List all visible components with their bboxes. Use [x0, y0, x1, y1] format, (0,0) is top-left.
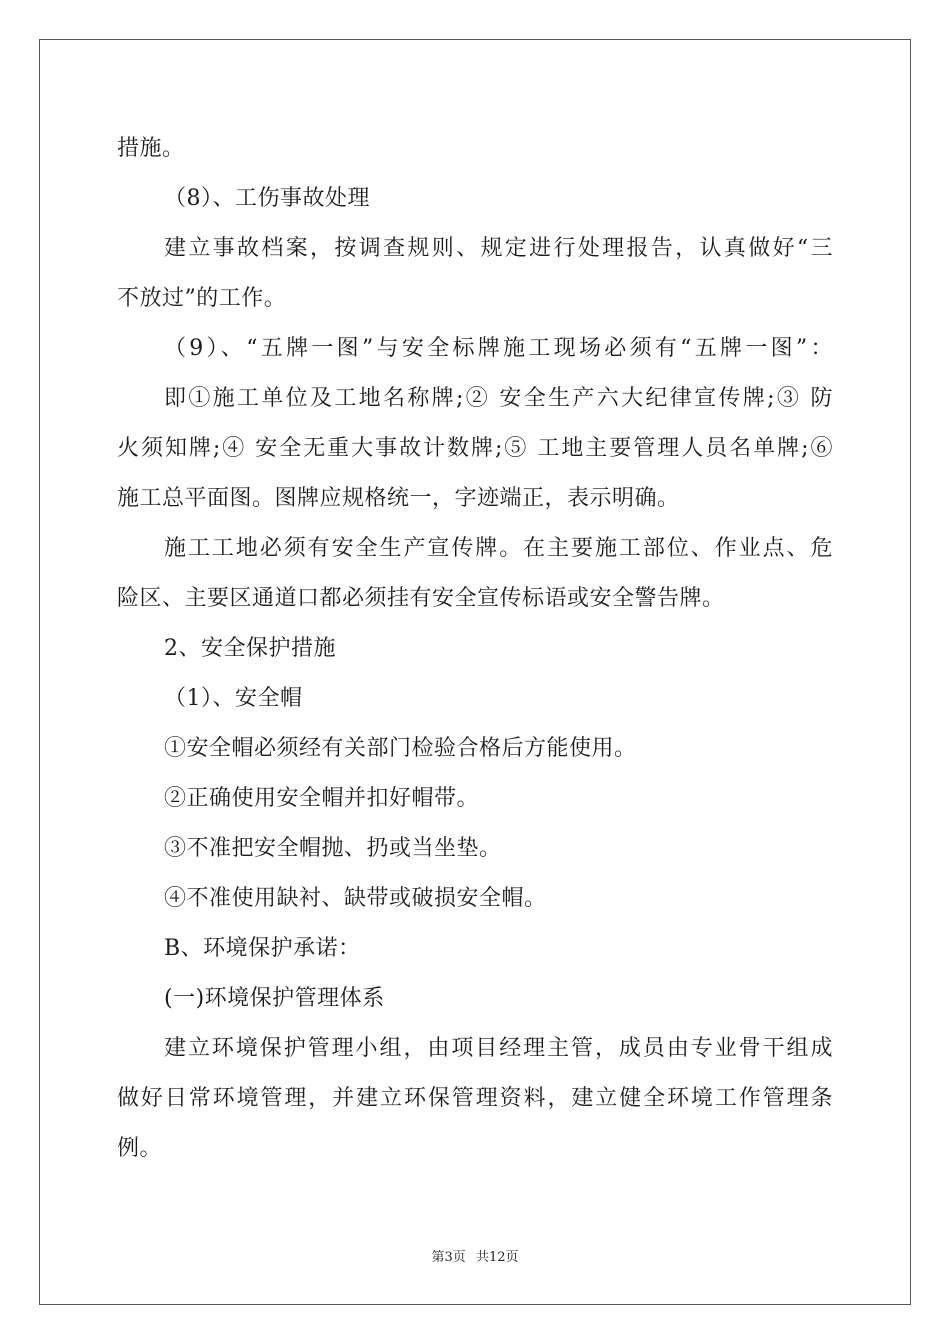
page-total: 共12页	[475, 1250, 519, 1265]
list-item: ①安全帽必须经有关部门检验合格后方能使用。	[164, 736, 637, 761]
list-item: ②正确使用安全帽并扣好帽带。	[164, 786, 480, 811]
document-body	[117, 124, 833, 1174]
text-line: 施工工地必须有安全生产宣传牌。在主要施工部位、作业点、危	[164, 536, 833, 561]
text-line: 建立环境保护管理小组，由项目经理主管，成员由专业骨干组成	[164, 1036, 833, 1061]
list-item: ③不准把安全帽抛、扔或当坐垫。	[164, 836, 502, 861]
text-line: 即①施工单位及工地名称牌;② 安全生产六大纪律宣传牌;③ 防	[164, 386, 833, 411]
section-heading: 2、安全保护措施	[164, 636, 336, 661]
page-number: 第3页	[431, 1250, 466, 1265]
text-line: 做好日常环境管理，并建立环保管理资料，建立健全环境工作管理条	[117, 1086, 833, 1111]
text-line: 施工总平面图。图牌应规格统一，字迹端正，表示明确。	[117, 486, 680, 511]
subsection-heading: (一)环境保护管理体系	[164, 986, 385, 1011]
section-heading: （8）、工伤事故处理	[164, 186, 370, 211]
text-line: 火须知牌;④ 安全无重大事故计数牌;⑤ 工地主要管理人员名单牌;⑥	[117, 436, 833, 461]
subsection-heading: （1）、安全帽	[164, 686, 303, 711]
text-line: 例。	[117, 1136, 163, 1161]
list-item: ④不准使用缺衬、缺带或破损安全帽。	[164, 886, 547, 911]
text-line: 险区、主要区通道口都必须挂有安全宣传标语或安全警告牌。	[117, 586, 725, 611]
text-line: 不放过”的工作。	[117, 286, 287, 311]
section-heading: （9）、“五牌一图”与安全标牌施工现场必须有“五牌一图”：	[164, 336, 833, 361]
page-footer	[0, 1246, 950, 1265]
text-line: 建立事故档案，按调查规则、规定进行处理报告，认真做好“三	[164, 236, 833, 261]
section-heading: B、环境保护承诺：	[164, 936, 361, 961]
text-line: 措施。	[117, 136, 185, 161]
